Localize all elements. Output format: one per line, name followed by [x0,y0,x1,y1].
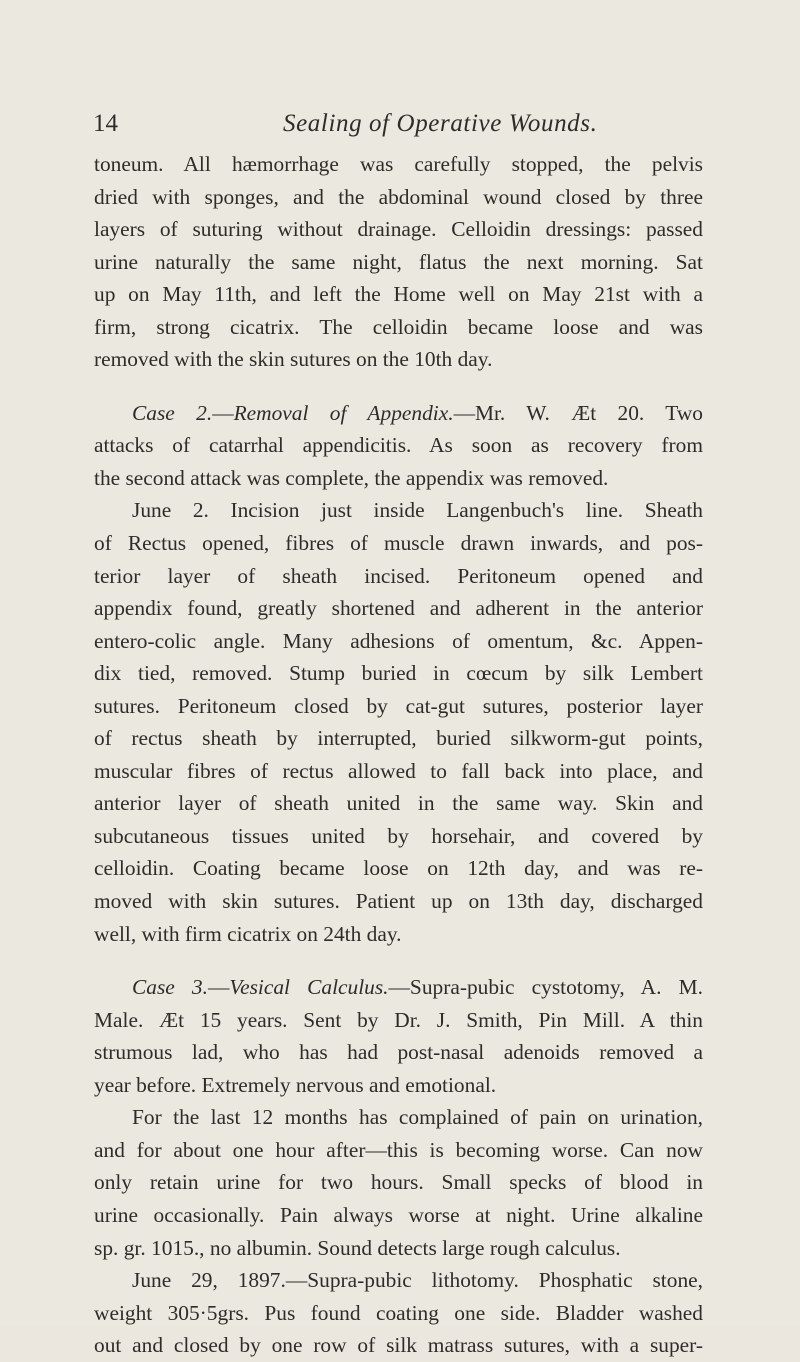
text-line: urine occasionally. Pain always worse at night. Urine alkaline [94,1202,703,1227]
body-text [94,148,703,1362]
text-line: entero-colic angle. Many adhesions of omentum, &c. Appen- [94,628,703,653]
text-line: Male. Æt 15 years. Sent by Dr. J. Smith, Pin Mill. A thin [94,1007,703,1032]
text-line: moved with skin sutures. Patient up on 13th day, discharged [94,889,703,914]
text-line: celloidin. Coating became loose on 12th day, and was re- [94,856,703,881]
text-line: up on May 11th, and left the Home well on May 21st with a [94,282,703,307]
case-3-heading-rest: —Supra-pubic cystotomy, A. M. [388,975,703,1000]
case-2-paragraph [94,397,703,495]
text-line: removed with the skin sutures on the 10th day. [94,347,493,372]
page-number: 14 [93,110,118,137]
text-line: sutures. Peritoneum closed by cat-gut sutures, posterior layer [94,693,703,718]
running-title: Sealing of Operative Wounds. [283,110,598,137]
case-2-heading-line: Case 2.—Removal of Appendix.—Mr. W. Æt 20. Two [132,400,703,425]
text-line: of rectus sheath by interrupted, buried silkworm-gut points, [94,726,703,751]
lithotomy-paragraph [94,1264,703,1362]
operation-paragraph [94,494,703,950]
text-line: appendix found, greatly shortened and adherent in the anterior [94,596,703,621]
text-line: out and closed by one row of silk matrass sutures, with a super- [94,1333,703,1358]
text-line: subcutaneous tissues united by horsehair, and covered by [94,823,703,848]
text-line: of Rectus opened, fibres of muscle drawn inwards, and pos- [94,531,703,556]
text-line: weight 305·5grs. Pus found coating one side. Bladder washed [94,1300,703,1325]
text-line: June 29, 1897.—Supra-pubic lithotomy. Phosphatic stone, [132,1268,703,1293]
case-3-title: Vesical Calculus. [229,975,389,1000]
case-2-heading-rest: —Mr. W. Æt 20. Two [453,400,703,425]
case-2-label: Case 2. [132,400,213,425]
text-line: dix tied, removed. Stump buried in cœcum by silk Lembert [94,661,703,686]
text-line: anterior layer of sheath united in the same way. Skin and [94,791,703,816]
text-line: attacks of catarrhal appendicitis. As soon as recovery from [94,433,703,458]
text-line: strumous lad, who has had post-nasal adenoids removed a [94,1040,703,1065]
text-line: dried with sponges, and the abdominal wound closed by three [94,184,703,209]
case-3-paragraph [94,971,703,1101]
case-3-heading-line: Case 3.—Vesical Calculus.—Supra-pubic cystotomy, A. M. [132,975,703,1000]
paragraph-continuation [94,148,703,376]
case-2-title: Removal of Appendix. [233,400,454,425]
text-line: the second attack was complete, the appendix was removed. [94,465,609,490]
text-line: urine naturally the same night, flatus the next morning. Sat [94,249,703,274]
text-line: June 2. Incision just inside Langenbuch's line. Sheath [132,498,703,523]
text-line: year before. Extremely nervous and emotional. [94,1072,497,1097]
text-line: only retain urine for two hours. Small specks of blood in [94,1170,703,1195]
case-3-label: Case 3. [132,975,208,1000]
text-line: For the last 12 months has complained of pain on urination, [132,1105,703,1130]
text-line: terior layer of sheath incised. Peritoneum opened and [94,563,703,588]
text-line: well, with firm cicatrix on 24th day. [94,921,402,946]
text-line: sp. gr. 1015., no albumin. Sound detects large rough calculus. [94,1235,621,1260]
page-header [93,106,680,142]
text-line: muscular fibres of rectus allowed to fall back into place, and [94,758,703,783]
text-line: toneum. All hæmorrhage was carefully stopped, the pelvis [94,152,703,176]
symptoms-paragraph [94,1101,703,1264]
text-line: layers of suturing without drainage. Celloidin dressings: passed [94,217,703,242]
text-line: and for about one hour after—this is becoming worse. Can now [94,1137,703,1162]
text-line: firm, strong cicatrix. The celloidin became loose and was [94,314,703,339]
